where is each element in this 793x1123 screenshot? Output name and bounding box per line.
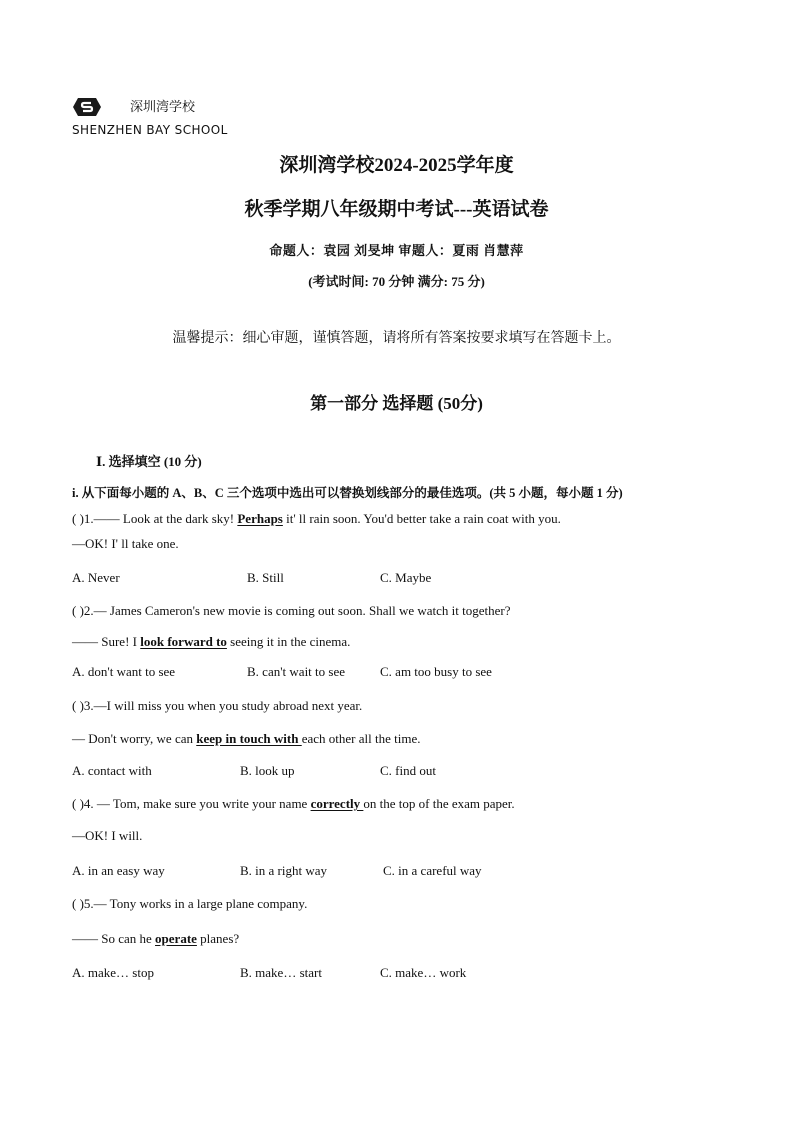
question-4-keyword: correctly — [310, 796, 364, 811]
question-5-line1: ( )5.— Tony works in a large plane company. — [72, 896, 308, 911]
question-3-option-c: C. find out — [380, 763, 436, 778]
question-4-line1: ( )4. — Tom, make sure you write your name correctly on the top of the exam paper. — [72, 796, 515, 811]
school-logo-icon — [72, 97, 102, 117]
question-4-option-c: C. in a careful way — [383, 863, 482, 878]
question-3-keyword: keep in touch with — [196, 731, 302, 746]
question-4-option-a: A. in an easy way — [72, 863, 165, 878]
school-name-en: SHENZHEN BAY SCHOOL — [72, 123, 228, 137]
question-2-keyword: look forward to — [140, 634, 227, 649]
question-4-line2: —OK! I will. — [72, 828, 143, 843]
question-3-line2: — Don't worry, we can keep in touch with each other all the time. — [72, 731, 421, 746]
question-1-option-b: B. Still — [247, 570, 284, 585]
question-2-option-b: B. can't wait to see — [247, 664, 346, 679]
question-4-option-b: B. in a right way — [240, 863, 328, 878]
exam-title-line1: 深圳湾学校2024-2025学年度 — [279, 155, 514, 176]
part-title: 第一部分 选择题 (50分) — [310, 394, 483, 413]
exam-authors: 命题人：袁园 刘旻坤 审题人：夏雨 肖慧萍 — [269, 243, 524, 258]
question-2-line1: ( )2.— James Cameron's new movie is coming out soon. Shall we watch it together? — [72, 603, 511, 618]
exam-tip: 温馨提示：细心审题，谨慎答题，请将所有答案按要求填写在答题卡上。 — [172, 330, 621, 346]
question-3-line1: ( )3.—I will miss you when you study abroad next year. — [72, 698, 363, 713]
question-1-keyword: Perhaps — [237, 511, 283, 526]
question-2-line2: —— Sure! I look forward to seeing it in the cinema. — [72, 634, 351, 649]
question-1-line2: —OK! I' ll take one. — [72, 536, 179, 551]
question-5-option-a: A. make… stop — [72, 965, 154, 980]
school-name-cn: 深圳湾学校 — [130, 100, 196, 115]
exam-timing: (考试时间: 70 分钟 满分: 75 分) — [308, 274, 485, 289]
section-instruction: i. 从下面每小题的 A、B、C 三个选项中选出可以替换划线部分的最佳选项。(共 5 小题，每小题 1 分) — [72, 486, 623, 500]
question-1-option-c: C. Maybe — [380, 570, 432, 585]
question-5-option-b: B. make… start — [240, 965, 322, 980]
question-5-option-c: C. make… work — [380, 965, 467, 980]
question-5-keyword: operate — [155, 931, 197, 946]
question-3-option-b: B. look up — [240, 763, 295, 778]
exam-title-line2: 秋季学期八年级期中考试---英语试卷 — [244, 199, 549, 220]
section-title: Ⅰ. 选择填空 (10 分) — [96, 454, 202, 469]
question-5-line2: —— So can he operate planes? — [72, 931, 240, 946]
question-1-line1: ( )1.—— Look at the dark sky! Perhaps it' ll rain soon. You'd better take a rain coat with you. — [72, 511, 561, 526]
question-2-option-a: A. don't want to see — [72, 664, 176, 679]
question-3-option-a: A. contact with — [72, 763, 152, 778]
question-1-option-a: A. Never — [72, 570, 120, 585]
question-2-option-c: C. am too busy to see — [380, 664, 492, 679]
